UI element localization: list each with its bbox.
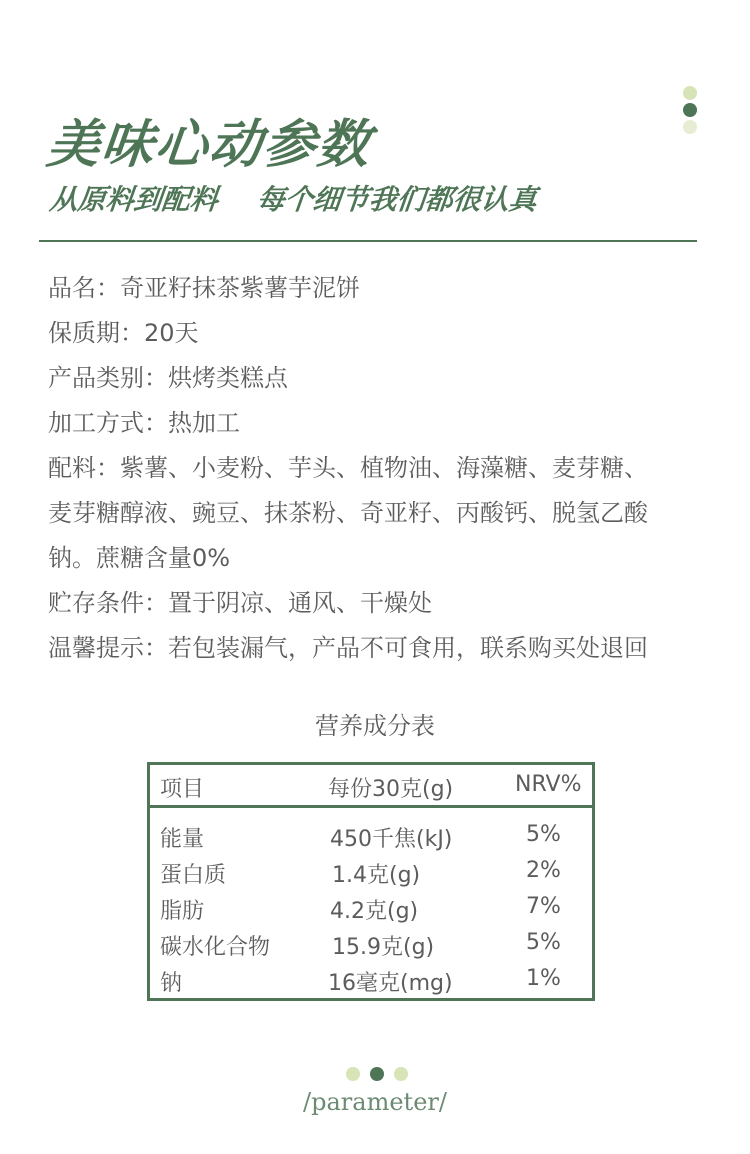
row-item: 能量: [160, 827, 205, 852]
table-row: [150, 820, 592, 856]
info-line-shelf-life: 保质期：20天: [48, 319, 199, 347]
row-item: 钠: [160, 971, 183, 996]
page-title: 美味心动参数: [44, 115, 375, 175]
dot-icon: [394, 1067, 408, 1081]
decorative-dots-horizontal: [346, 1066, 413, 1085]
info-line-processing: 加工方式：热加工: [48, 409, 240, 437]
row-nrv: 7%: [526, 894, 561, 919]
header-nrv: NRV%: [515, 772, 582, 797]
dot-icon: [683, 103, 697, 117]
table-row: [150, 964, 592, 1000]
row-amount: 15.9克(g): [332, 935, 435, 960]
row-nrv: 5%: [526, 822, 561, 847]
nutrition-title: 营养成分表: [315, 712, 435, 740]
row-amount: 4.2克(g): [330, 899, 419, 924]
dot-icon: [370, 1067, 384, 1081]
table-header: [150, 765, 592, 808]
row-amount: 1.4克(g): [332, 863, 421, 888]
info-line-category: 产品类别：烘烤类糕点: [48, 364, 288, 392]
row-item: 蛋白质: [160, 863, 227, 888]
nutrition-table: [147, 762, 595, 1001]
header-per-serving: 每份30克(g): [328, 777, 454, 802]
decorative-dots-vertical: [683, 86, 697, 137]
table-row: [150, 856, 592, 892]
row-item: 脂肪: [160, 899, 205, 924]
footer-label: /parameter/: [303, 1088, 447, 1116]
header-item: 项目: [160, 777, 205, 802]
info-line-warning: 温馨提示：若包装漏气，产品不可食用，联系购买处退回: [48, 634, 648, 662]
page-subtitle: 从原料到配料 每个细节我们都很认真: [48, 183, 539, 216]
row-amount: 450千焦(kJ): [330, 827, 453, 852]
product-info: [48, 266, 708, 671]
table-body: [150, 808, 592, 1000]
info-line-name: 品名：奇亚籽抹茶紫薯芋泥饼: [48, 274, 360, 302]
row-amount: 16毫克(mg): [328, 971, 453, 996]
header-divider: [39, 240, 697, 242]
dot-icon: [683, 86, 697, 100]
row-nrv: 5%: [526, 930, 561, 955]
info-line-ingredients: 配料：紫薯、小麦粉、芋头、植物油、海藻糖、麦芽糖、: [48, 454, 648, 482]
table-row: [150, 892, 592, 928]
dot-icon: [346, 1067, 360, 1081]
row-nrv: 1%: [526, 966, 561, 991]
row-nrv: 2%: [526, 858, 561, 883]
row-item: 碳水化合物: [160, 935, 271, 960]
table-row: [150, 928, 592, 964]
info-line-ingredients-cont: 麦芽糖醇液、豌豆、抹茶粉、奇亚籽、丙酸钙、脱氢乙酸: [48, 499, 648, 527]
dot-icon: [683, 120, 697, 134]
info-line-ingredients-end: 钠。蔗糖含量0%: [48, 544, 231, 572]
info-line-storage: 贮存条件：置于阴凉、通风、干燥处: [48, 589, 432, 617]
